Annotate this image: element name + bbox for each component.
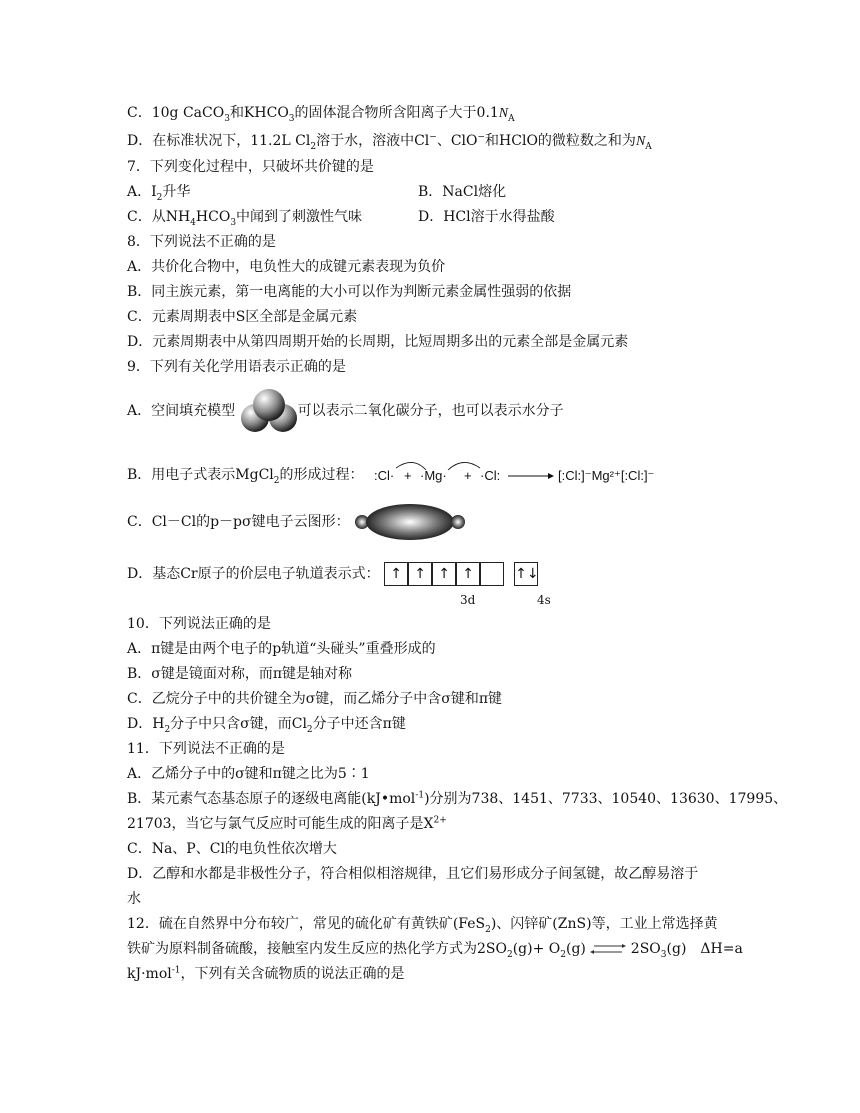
q10-stem: 10．下列说法正确的是	[127, 616, 271, 632]
svg-text:+: +	[403, 468, 412, 483]
cr-orbital-diagram: ↑ ↑ ↑ ↑	[384, 562, 504, 586]
q10-option-c: C．乙烷分子中的共价键全为σ键，而乙烯分子中含σ键和π键	[127, 691, 503, 707]
q9-option-c: C．Cl－Cl的p－pσ键电子云图形：	[127, 503, 466, 541]
q11-option-b-line1: B．某元素气态基态原子的逐级电离能(kJ•mol$^{-1}$)分别为738、1451、7733、10540、13630、17995、	[127, 790, 788, 807]
q11-option-b-line2: 21703，当它与氯气反应时可能生成的阳离子是$X^{2+}$	[127, 815, 447, 832]
q8-option-a: A．共价化合物中，电负性大的成键元素表现为负价	[127, 259, 446, 275]
q9-option-a: A．空间填充模型 可以表示二氧化碳分子，也可以表示水分子	[127, 388, 564, 434]
orbital-4s-box: ↑↓	[514, 562, 538, 586]
q8-option-c: C．元素周期表中S区全部是金属元素	[127, 309, 358, 325]
svg-text:+: +	[463, 468, 472, 483]
q11-option-a: A．乙烯分子中的σ键和π键之比为5∶1	[127, 766, 370, 782]
svg-text::Cl·: :Cl·	[373, 468, 395, 483]
q11-option-c: C．Na、P、Cl的电负性依次增大	[127, 841, 337, 857]
space-filling-model-image	[240, 388, 298, 434]
mgcl2-formation-electron-dot-image	[368, 458, 688, 492]
q12-line1: 12．硫在自然界中分布较广，常见的硫化矿有黄铁矿(FeS$_2$)、闪锌矿(ZnS)等，工业上常选择黄	[127, 916, 718, 935]
orbital-label-4s: 4s	[537, 593, 551, 607]
q12-line3: kJ·mol$^{-1}$，下列有关含硫物质的说法正确的是	[127, 965, 405, 982]
svg-text:·Mg·: ·Mg·	[419, 468, 447, 483]
q11-option-d-line1: D．乙醇和水都是非极性分子，符合相似相溶规律，且它们易形成分子间氢键，故乙醇易溶于	[127, 866, 699, 882]
q7-option-d: D．HCl溶于水得盐酸	[418, 209, 555, 225]
svg-text:[:Cl:]⁻Mg²⁺[:Cl:]⁻: [:Cl:]⁻Mg²⁺[:Cl:]⁻	[557, 468, 655, 483]
reversible-arrow-icon	[590, 942, 626, 956]
q6-option-d: D．在标准状况下，11.2L $Cl_2$溶于水，溶液中Cl−、ClO−和HClO的微粒数之和为$N_A$	[127, 132, 652, 152]
q7-option-a: A．$I_2$升华	[127, 184, 191, 203]
q10-option-b: B．σ键是镜面对称，而π键是轴对称	[127, 666, 353, 682]
q7-stem: 7．下列变化过程中，只破坏共价键的是	[127, 159, 374, 175]
q10-option-a: A．π键是由两个电子的p轨道“头碰头”重叠形成的	[127, 641, 436, 657]
q7-option-c: C．从$NH_4HCO_3$中闻到了刺激性气味	[127, 209, 363, 228]
q9-stem: 9．下列有关化学用语表示正确的是	[127, 359, 346, 375]
q8-stem: 8．下列说法不正确的是	[127, 234, 276, 250]
q6-option-c: C．10g CaCO$_3$和$KHCO_3$的固体混合物所含阳离子大于$0.1N_A$	[127, 105, 515, 124]
q9-option-d: D．基态Cr原子的价层电子轨道表示式： ↑ ↑ ↑ ↑ ↑↓	[127, 562, 538, 586]
q9-option-b: B．用电子式表示MgCl$_2$的形成过程： :Cl· + ·Mg· + ·Cl: [:Cl:]⁻Mg²⁺[:Cl:]⁻	[127, 458, 688, 492]
orbital-label-3d: 3d	[460, 593, 476, 607]
q11-stem: 11．下列说法不正确的是	[127, 741, 285, 757]
q12-line2: 铁矿为原料制备硫酸，接触室内发生反应的热化学方式为$2SO_2(g)+ O_2(g)$ $2SO_3(g)$ ΔH=a	[127, 941, 743, 960]
q11-option-d-line2: 水	[127, 891, 141, 907]
q8-option-d: D．元素周期表中从第四周期开始的长周期，比短周期多出的元素全部是金属元素	[127, 334, 629, 350]
q8-option-b: B．同主族元素，第一电离能的大小可以作为判断元素金属性强弱的依据	[127, 284, 572, 300]
svg-text:·Cl:: ·Cl:	[479, 468, 501, 483]
q7-option-b: B．NaCl熔化	[418, 184, 507, 200]
q10-option-d: D．$H_2$分子中只含σ键，而$Cl_2$分子中还含π键	[127, 716, 406, 735]
p-p-sigma-cloud-image	[354, 503, 466, 541]
